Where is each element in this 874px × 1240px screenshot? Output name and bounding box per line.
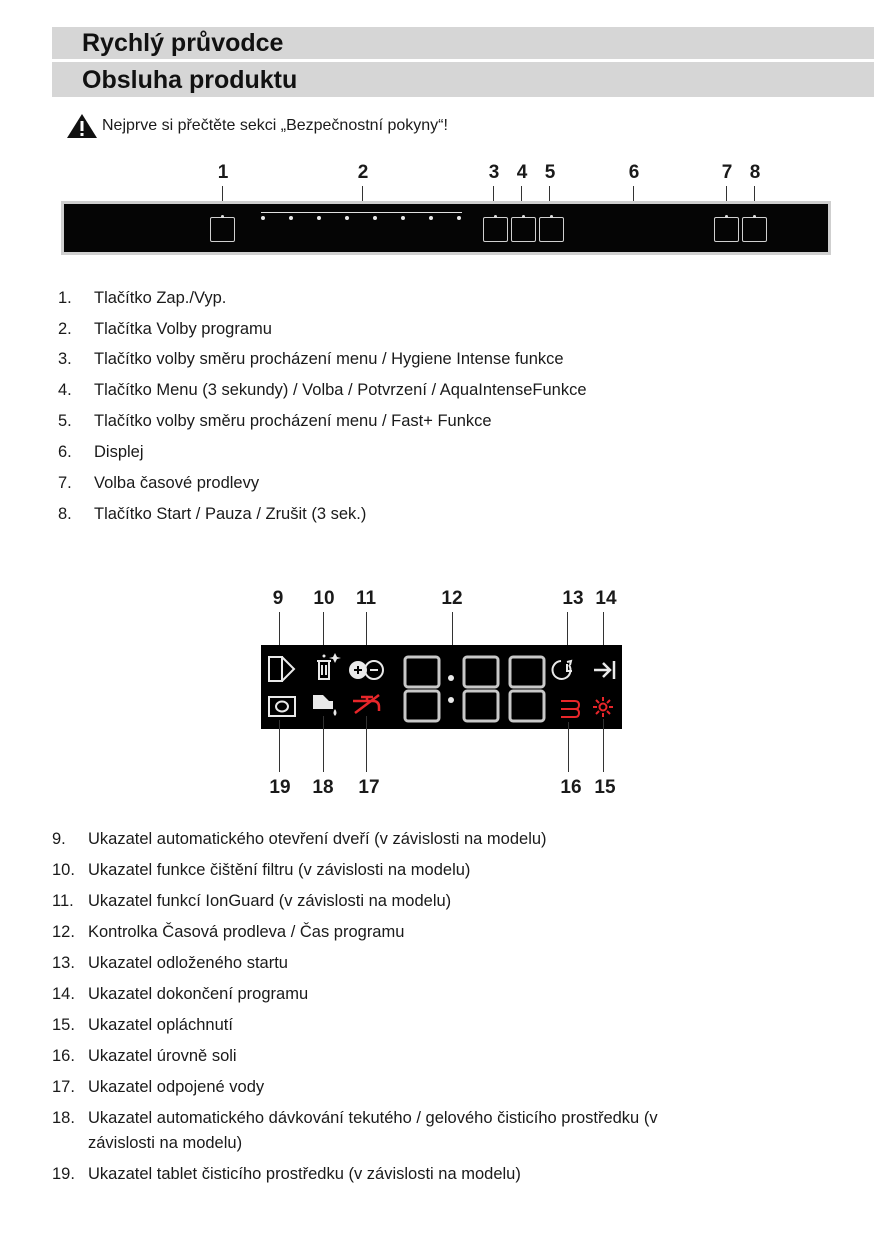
safety-warning [66,113,448,139]
program-button[interactable] [457,216,461,220]
panel-callout-7: 7 [721,162,733,183]
panel-callout-5: 5 [544,162,556,183]
program-button[interactable] [429,216,433,220]
panel-callout-6: 6 [628,162,640,183]
menu-button[interactable] [511,217,536,242]
program-button[interactable] [345,216,349,220]
menu-right-button[interactable] [539,217,564,242]
display-callout-11: 11 [355,588,377,609]
display-callout-9: 9 [272,588,284,609]
leader-line [568,722,569,772]
program-end-icon [594,661,614,679]
display-callout-17: 17 [358,777,380,798]
program-selector-line [261,212,462,213]
leader-line [279,720,280,772]
panel-callout-3: 3 [488,162,500,183]
rinse-aid-icon [593,697,613,717]
power-button[interactable] [210,217,235,242]
filter-clean-icon [317,653,341,679]
leader-line [366,716,367,772]
display-panel-art [261,645,622,729]
delayed-start-icon [553,661,572,679]
water-disconnected-icon [353,695,379,713]
auto-door-open-icon [269,657,294,681]
panel-callout-4: 4 [516,162,528,183]
panel-callout-2: 2 [357,162,369,183]
program-button[interactable] [373,216,377,220]
display-callout-13: 13 [562,588,584,609]
display-callout-19: 19 [269,777,291,798]
panel-callout-8: 8 [749,162,761,183]
warning-text: Nejprve si přečtěte sekci „Bezpečnostní pokyny“! [102,117,448,134]
auto-dosing-icon [313,695,337,716]
leader-line [603,719,604,772]
warning-triangle-icon [66,113,98,139]
menu-left-button[interactable] [483,217,508,242]
start-pause-button[interactable] [742,217,767,242]
panel-callout-1: 1 [217,162,229,183]
ionguard-icon [349,661,383,679]
detergent-tablet-icon [269,697,295,716]
display-callout-10: 10 [313,588,335,609]
delay-button[interactable] [714,217,739,242]
program-button[interactable] [261,216,265,220]
section-title: Obsluha produktu [52,62,874,97]
status-display [261,645,622,729]
leader-line [323,716,324,772]
display-callout-16: 16 [560,777,582,798]
display-callout-18: 18 [312,777,334,798]
display-callout-14: 14 [595,588,617,609]
display-callout-12: 12 [441,588,463,609]
time-readout-segments [405,657,544,721]
control-panel [61,201,831,255]
display-callout-15: 15 [594,777,616,798]
program-button[interactable] [289,216,293,220]
page-title: Rychlý průvodce [52,27,874,59]
salt-level-icon [561,701,579,717]
program-button[interactable] [401,216,405,220]
program-button[interactable] [317,216,321,220]
